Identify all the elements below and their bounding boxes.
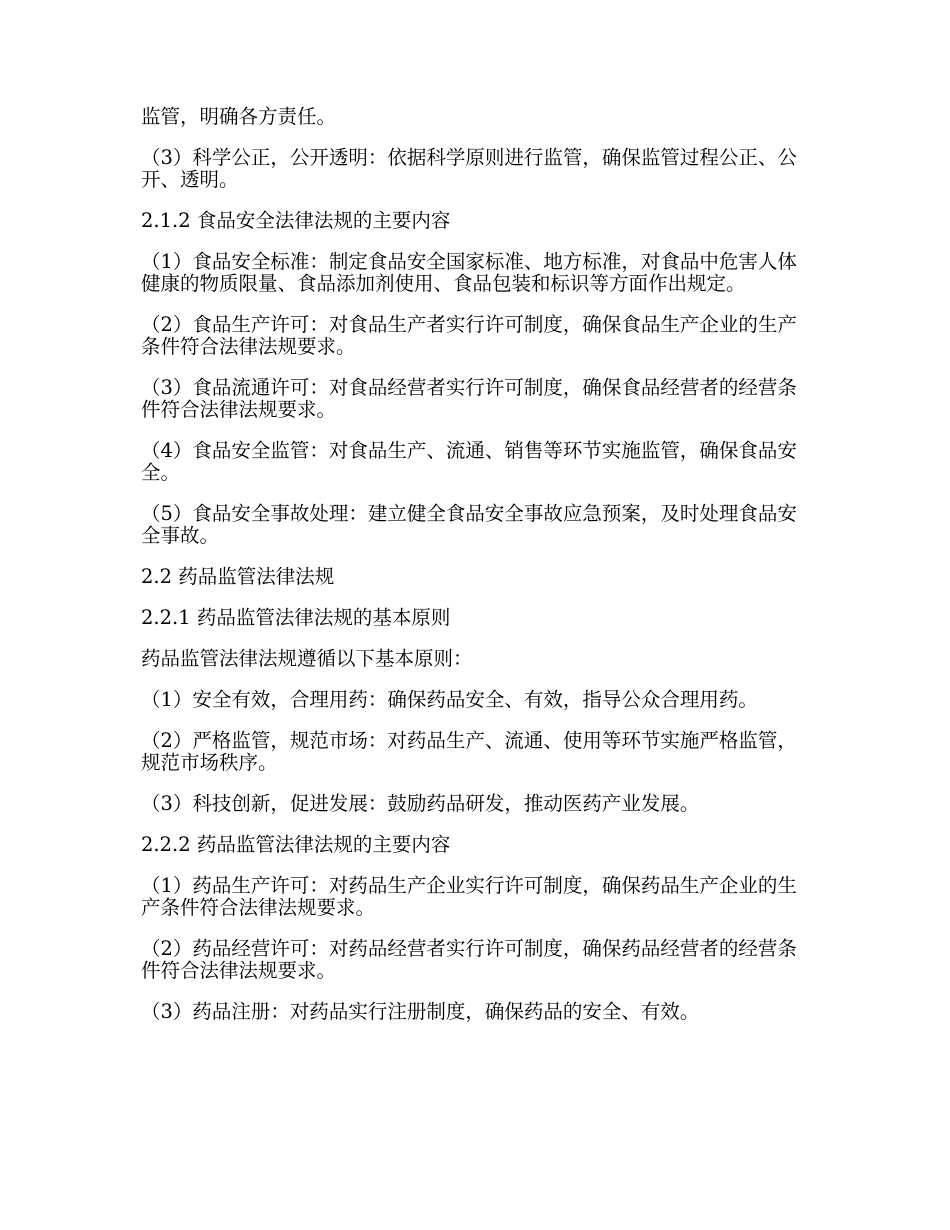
section-heading-2-2-1: 2.2.1 药品监管法律法规的基本原则 (141, 606, 451, 629)
paragraph-principle-3: （3）科学公正，公开透明：依据科学原则进行监管，确保监管过程公正、公开、透明。 (141, 146, 797, 191)
document-page (141, 106, 811, 1042)
paragraph-continuation: 监管，明确各方责任。 (141, 105, 337, 128)
section-heading-2-2: 2.2 药品监管法律法规 (141, 565, 335, 588)
paragraph-drug-registration: （3）药品注册：对药品实行注册制度，确保药品的安全、有效。 (141, 1000, 700, 1023)
paragraph-drug-business-license: （2）药品经营许可：对药品经营者实行许可制度，确保药品经营者的经营条件符合法律法规要求。 (141, 937, 797, 982)
section-heading-2-2-2: 2.2.2 药品监管法律法规的主要内容 (141, 833, 451, 856)
paragraph-food-incident-handling: （5）食品安全事故处理：建立健全食品安全事故应急预案，及时处理食品安全事故。 (141, 502, 797, 547)
paragraph-food-circulation-license: （3）食品流通许可：对食品经营者实行许可制度，确保食品经营者的经营条件符合法律法规要求。 (141, 376, 797, 421)
paragraph-drug-principle-2: （2）严格监管，规范市场：对药品生产、流通、使用等环节实施严格监管，规范市场秩序。 (141, 729, 797, 774)
paragraph-food-production-license: （2）食品生产许可：对食品生产者实行许可制度，确保食品生产企业的生产条件符合法律法规要求。 (141, 313, 797, 358)
section-heading-2-1-2: 2.1.2 食品安全法律法规的主要内容 (141, 209, 451, 232)
paragraph-drug-principle-3: （3）科技创新，促进发展：鼓励药品研发，推动医药产业发展。 (141, 792, 700, 815)
paragraph-food-safety-supervision: （4）食品安全监管：对食品生产、流通、销售等环节实施监管，确保食品安全。 (141, 439, 797, 484)
paragraph-drug-principles-intro: 药品监管法律法规遵循以下基本原则： (141, 647, 473, 670)
paragraph-drug-production-license: （1）药品生产许可：对药品生产企业实行许可制度，确保药品生产企业的生产条件符合法律法规要求。 (141, 874, 797, 919)
paragraph-drug-principle-1: （1）安全有效，合理用药：确保药品安全、有效，指导公众合理用药。 (141, 688, 758, 711)
paragraph-food-standard: （1）食品安全标准：制定食品安全国家标准、地方标准，对食品中危害人体健康的物质限量、食品添加剂使用、食品包装和标识等方面作出规定。 (141, 250, 797, 295)
